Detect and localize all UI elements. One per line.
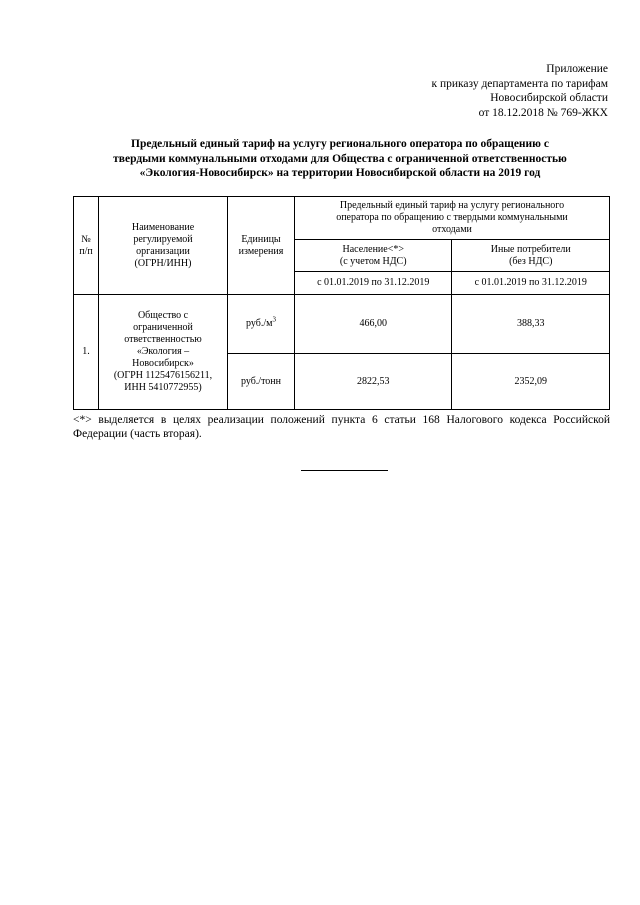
annex-line-3: Новосибирской области [490,92,608,104]
header-period-other: с 01.01.2019 по 31.12.2019 [452,272,610,295]
header-org-line-3: организации [136,245,190,257]
annex-line-2: к приказу департамента по тарифам [431,77,608,90]
header-org-line-4: (ОГРН/ИНН) [134,257,192,269]
header-tariff-line-3: отходами [432,224,472,235]
header-tariff-line-1: Предельный единый тариф на услугу регионального [339,200,565,211]
header-tariff-line-2: оператора по обращению с твердыми коммунальными [336,212,568,223]
row-ton-population-value: 2822,53 [295,354,452,410]
row-org-line-1: Общество с [137,310,189,321]
header-other-cell [452,240,610,272]
row-org-line-4: «Экология – [136,346,190,357]
row-org-line-6: (ОГРН 1125476156211, [113,370,213,381]
header-org-line-1: Наименование [131,221,195,233]
annex-block [308,62,608,120]
row-unit-m3-cell [228,295,295,354]
row-org-line-3: ответственностью [124,334,202,345]
header-unit-cell [228,197,295,295]
row-num-cell: 1. [74,295,99,410]
row-unit-ton-cell: руб./тонн [228,354,295,410]
annex-line-1: Приложение [546,63,608,75]
header-population-line-2: (с учетом НДС) [339,255,407,267]
row-ton-other-value: 2352,09 [452,354,610,410]
header-unit-line-1: Единицы [241,233,281,245]
row-unit-m3-sup: 3 [272,315,276,324]
title-line-2: твердыми коммунальными отходами для Общества с ограниченной ответственностью [113,152,567,165]
title-line-3: «Экология-Новосибирск» на территории Новосибирской области на 2019 год [139,167,541,179]
title-line-1: Предельный единый тариф на услугу регионального оператора по обращению с [131,138,549,150]
row-m3-other-value: 388,33 [452,295,610,354]
document-title [70,137,610,181]
row-org-line-7: ИНН 5410772955) [124,382,202,393]
tariff-table [73,196,610,410]
header-unit-line-2: измерения [238,245,284,257]
row-m3-population-value: 466,00 [295,295,452,354]
header-tariff-cell [295,197,610,240]
header-population-line-1: Население<*> [342,243,404,255]
header-other-line-2: (без НДС) [509,255,553,267]
footnote: <*> выделяется в целях реализации положений пункта 6 статьи 168 Налогового кодекса Российской Федерации (часть вторая). [73,414,610,440]
header-num-line-2: п/п [79,245,93,257]
header-period-population: с 01.01.2019 по 31.12.2019 [295,272,452,295]
header-num-line-1: № [81,233,91,245]
row-unit-m3-base: руб./м [246,318,273,329]
header-other-line-1: Иные потребители [490,243,571,255]
row-org-line-2: ограниченной [133,322,193,333]
header-org-cell [99,197,228,295]
row-org-line-5: Новосибирск» [132,358,194,369]
header-population-cell [295,240,452,272]
annex-line-4: от 18.12.2018 № 769-ЖКХ [478,106,608,119]
header-num-cell [74,197,99,295]
header-org-line-2: регулируемой [133,233,193,245]
row-org-cell [99,295,228,410]
end-rule-divider [301,470,388,471]
